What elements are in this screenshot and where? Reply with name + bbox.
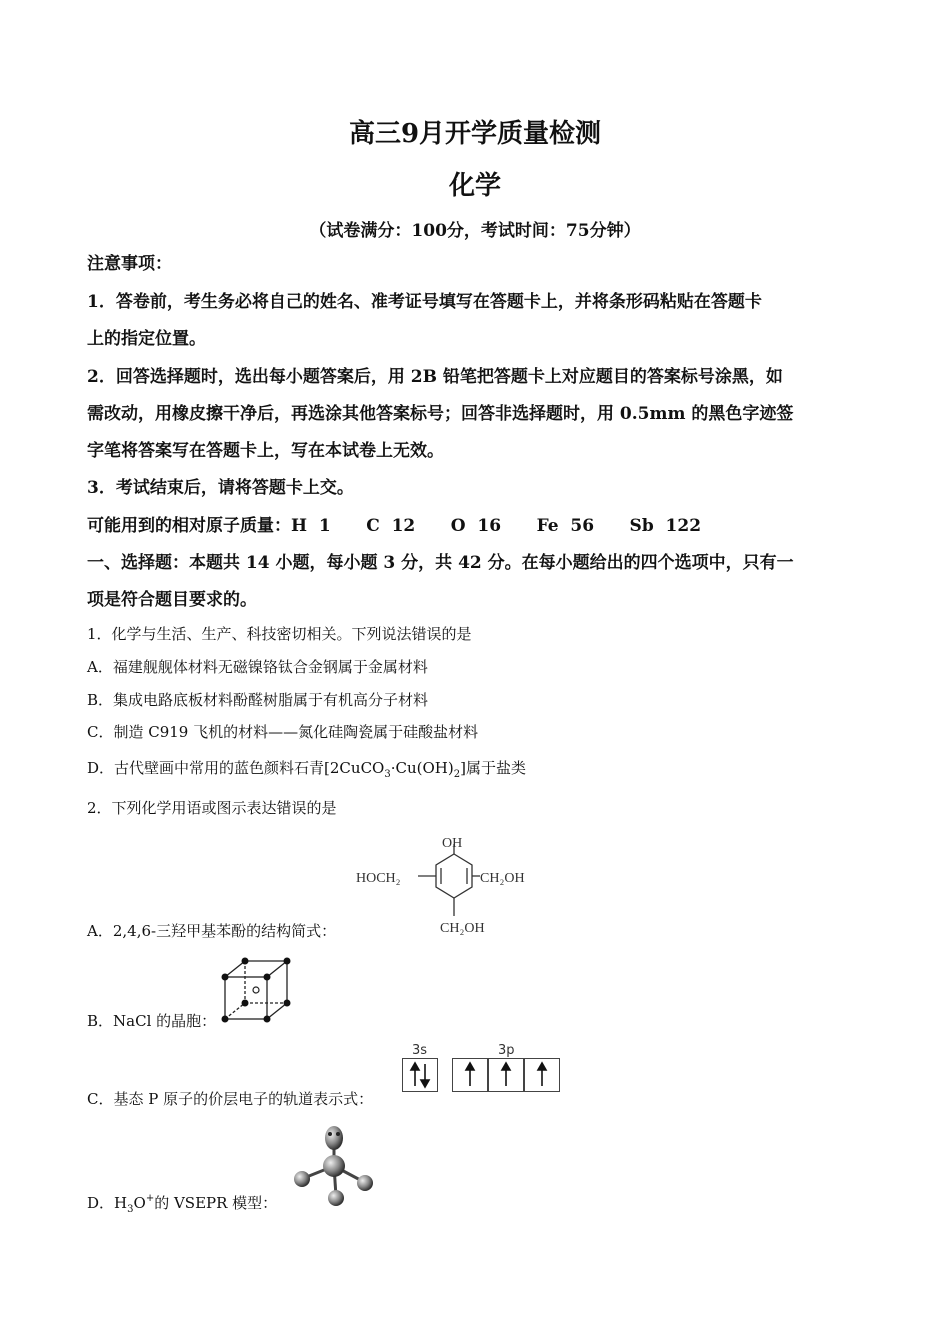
hydronium-o: O bbox=[133, 1194, 146, 1212]
vsepr-model bbox=[290, 1120, 380, 1210]
orbital-3p-2 bbox=[488, 1058, 524, 1092]
q1-option-b[interactable]: B．集成电路底板材料酚醛树脂属于有机高分子材料 bbox=[87, 691, 429, 709]
oh-label: OH bbox=[442, 836, 463, 851]
orbital-3p-1 bbox=[452, 1058, 488, 1092]
q2-option-b[interactable]: B．NaCl 的晶胞： bbox=[87, 1012, 217, 1030]
q2-option-d-prefix: D． bbox=[87, 1194, 115, 1212]
benzene-ring-diagram bbox=[350, 832, 550, 942]
notice-item-2-line-2: 需改动，用橡皮擦干净后，再选涂其他答案标号；回答非选择题时，用 0.5mm 的黑色字迹签 bbox=[87, 404, 794, 424]
structure-trihydroxymethylphenol bbox=[350, 832, 550, 942]
formula-part-b: ·Cu(OH) bbox=[390, 759, 454, 777]
q2-stem: 2．下列化学用语或图示表达错误的是 bbox=[87, 799, 337, 817]
orbital-diagram bbox=[400, 1043, 570, 1103]
q2-option-a[interactable]: A．2,4,6-三羟甲基苯酚的结构简式： bbox=[87, 922, 337, 940]
hydronium-sub: 3 bbox=[127, 1204, 134, 1215]
notice-item-1-line-2: 上的指定位置。 bbox=[87, 329, 206, 349]
section-1-line-1: 一、选择题：本题共 14 小题，每小题 3 分，共 42 分。在每小题给出的四个选项中，只有一 bbox=[87, 553, 794, 573]
label-3s: 3s bbox=[412, 1043, 428, 1058]
q2-option-c[interactable]: C．基态 P 原子的价层电子的轨道表示式： bbox=[87, 1090, 374, 1108]
q1-option-c[interactable]: C．制造 C919 飞机的材料——氮化硅陶瓷属于硅酸盐材料 bbox=[87, 723, 479, 741]
formula-sub-3: 3 bbox=[384, 769, 391, 780]
notice-item-2-line-3: 字笔将答案写在答题卡上，写在本试卷上无效。 bbox=[87, 441, 444, 461]
q1-stem: 1．化学与生活、生产、科技密切相关。下列说法错误的是 bbox=[87, 625, 472, 643]
notice-item-1-line-1: 1．答卷前，考生务必将自己的姓名、准考证号填写在答题卡上，并将条形码粘贴在答题卡 bbox=[87, 292, 762, 312]
hydronium-sup: + bbox=[145, 1193, 155, 1204]
q2-option-d[interactable] bbox=[87, 1188, 277, 1221]
q1-option-d-prefix: D．古代壁画中常用的蓝色颜料石青 bbox=[87, 759, 325, 777]
formula-part-a: [2CuCO bbox=[324, 759, 385, 777]
notice-heading: 注意事项： bbox=[87, 254, 172, 274]
orbital-3p-3 bbox=[524, 1058, 560, 1092]
exam-info: （试卷满分：100分，考试时间：75分钟） bbox=[309, 221, 641, 241]
q1-option-d[interactable] bbox=[87, 757, 526, 786]
nacl-unit-cell bbox=[215, 955, 295, 1025]
q1-option-d-suffix: 属于盐类 bbox=[465, 759, 526, 777]
left-group-label: HOCH₂ bbox=[356, 871, 401, 886]
formula-sub-2: 2 bbox=[453, 769, 461, 780]
orbital-3s bbox=[402, 1058, 438, 1092]
right-group-label: CH₂OH bbox=[480, 871, 525, 886]
section-1-line-2: 项是符合题目要求的。 bbox=[87, 590, 257, 610]
page-title: 高三9月开学质量检测 bbox=[348, 119, 602, 149]
vsepr-ball-stick bbox=[290, 1120, 380, 1210]
subject-title: 化学 bbox=[448, 171, 501, 201]
notice-item-3: 3．考试结束后，请将答题卡上交。 bbox=[87, 478, 354, 498]
hydronium-h: H bbox=[114, 1194, 128, 1212]
atomic-mass: 可能用到的相对原子质量：H 1 C 12 O 16 Fe 56 Sb 122 bbox=[87, 516, 702, 536]
label-3p: 3p bbox=[498, 1043, 515, 1058]
bottom-group-label: CH₂OH bbox=[440, 921, 485, 936]
unit-cell-diagram bbox=[215, 955, 295, 1025]
formula-part-c: ] bbox=[460, 759, 466, 777]
q1-option-a[interactable]: A．福建舰舰体材料无磁镍铬钛合金钢属于金属材料 bbox=[87, 658, 428, 676]
notice-item-2-line-1: 2．回答选择题时，选出每小题答案后，用 2B 铅笔把答题卡上对应题目的答案标号涂黑，如 bbox=[87, 367, 783, 387]
q2-option-d-suffix: 的 VSEPR 模型： bbox=[154, 1194, 278, 1212]
